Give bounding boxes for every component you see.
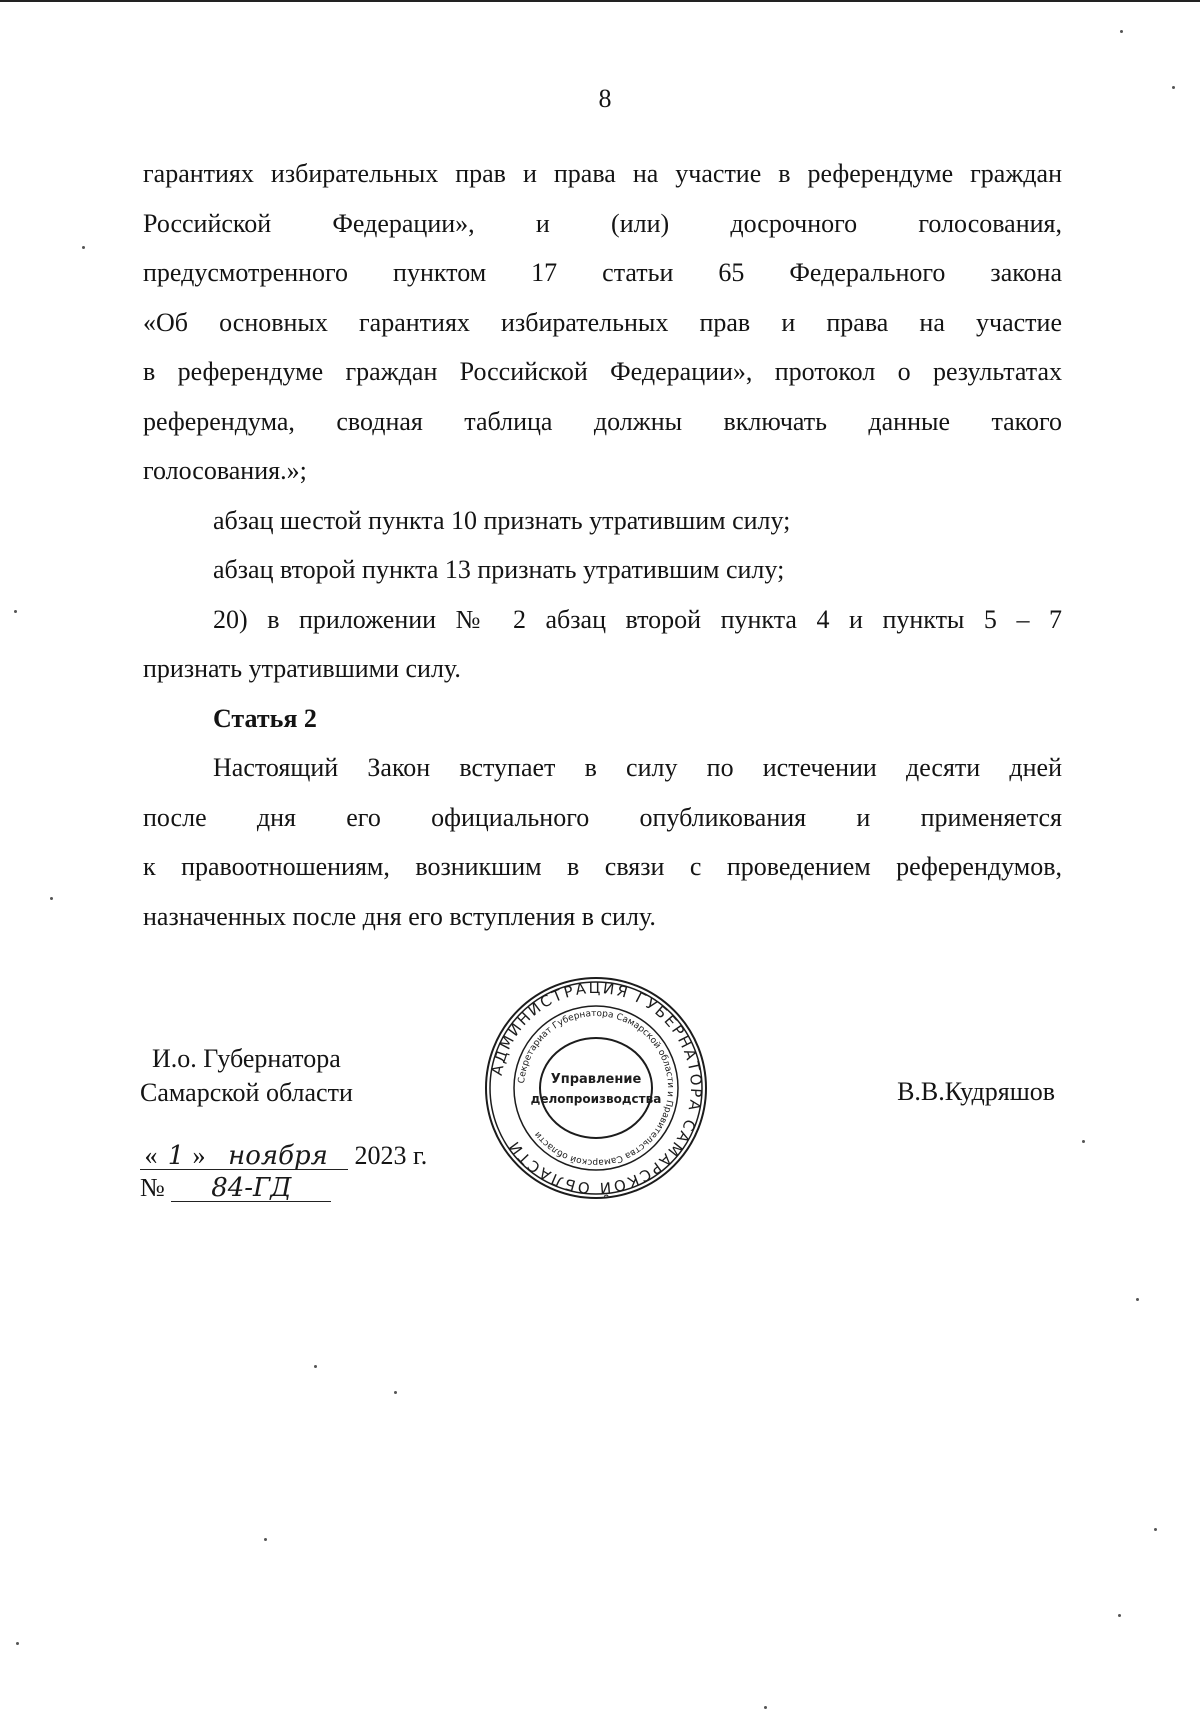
item-20-line-1: 20) в приложении № 2 абзац второй пункта 4 и пункты 5 – 7: [213, 604, 1062, 634]
seal-center-oval: [540, 1038, 652, 1138]
article-2-line-3: к правоотношениям, возникшим в связи с проведением референдумов,: [143, 852, 1062, 881]
date-open-quote: «: [140, 1143, 162, 1170]
signatory-title: [140, 1042, 353, 1110]
scan-speck: [1118, 1614, 1121, 1617]
signatory-title-line-1: И.о. Губернатора: [152, 1044, 341, 1073]
page-number: 8: [598, 84, 612, 113]
body-line-5: в референдуме граждан Российской Федерации», протокол о результатах: [143, 357, 1062, 386]
scan-speck: [1120, 30, 1123, 33]
scan-speck: [1082, 1140, 1085, 1143]
body-line-2: Российской Федерации», и (или) досрочного голосования,: [143, 208, 1062, 238]
date-close-quote: »: [190, 1143, 208, 1170]
body-line-7: голосования.»;: [143, 456, 307, 485]
law-number: 84-ГД: [171, 1175, 331, 1202]
signatory-title-line-2: Самарской области: [140, 1078, 353, 1107]
item-20-line-2: признать утратившими силу.: [143, 654, 461, 683]
article-2-heading: Статья 2: [213, 703, 317, 733]
scan-speck: [16, 1642, 19, 1645]
article-2-line-2: после дня его официального опубликования и применяется: [143, 802, 1062, 832]
law-number-label: №: [140, 1173, 165, 1202]
date-day: 1: [162, 1143, 190, 1170]
scan-speck: [264, 1538, 267, 1541]
amendment-line-2: абзац второй пункта 13 признать утратившим силу;: [213, 555, 785, 584]
seal-center-line-2: делопроизводства: [530, 1092, 662, 1106]
date-month: ноября: [208, 1143, 348, 1170]
law-number-line: [140, 1172, 427, 1204]
body-line-3: предусмотренного пунктом 17 статьи 65 Федерального закона: [143, 258, 1062, 287]
seal-center-line-1: Управление: [550, 1072, 642, 1087]
official-seal: [483, 975, 709, 1201]
scan-speck: [764, 1706, 767, 1709]
body-line-6: референдума, сводная таблица должны включать данные такого: [143, 406, 1062, 436]
signing-date-block: [140, 1140, 427, 1204]
article-2-line-1: Настоящий Закон вступает в силу по истечении десяти дней: [213, 753, 1062, 782]
body-line-1: гарантиях избирательных прав и права на участие в референдуме граждан: [143, 159, 1062, 188]
scan-speck: [394, 1391, 397, 1394]
signatory-name: В.В.Кудряшов: [897, 1077, 1055, 1106]
scan-speck: [1172, 86, 1175, 89]
document-body: [143, 149, 1062, 941]
seal-middle-ring: [514, 1006, 678, 1170]
amendment-line-1: абзац шестой пункта 10 признать утратившим силу;: [213, 505, 791, 535]
body-line-4: «Об основных гарантиях избирательных прав и права на участие: [143, 307, 1062, 337]
seal-outer-text: АДМИНИСТРАЦИЯ ГУБЕРНАТОРА САМАРСКОЙ ОБЛАСТИ: [487, 978, 706, 1198]
scan-speck: [314, 1365, 317, 1368]
scan-speck: [1154, 1528, 1157, 1531]
scan-top-edge: [0, 0, 1200, 2]
signing-date: [140, 1140, 427, 1172]
scan-speck: [82, 246, 85, 249]
date-year: 2023 г.: [354, 1141, 428, 1170]
scan-speck: [14, 610, 17, 613]
article-2-line-4: назначенных после дня его вступления в силу.: [143, 901, 656, 931]
scan-speck: [1136, 1298, 1139, 1301]
seal-inner-text: Секретариат Губернатора Самарской области и Правительства Самарской области: [517, 1008, 676, 1168]
scan-speck: [50, 897, 53, 900]
